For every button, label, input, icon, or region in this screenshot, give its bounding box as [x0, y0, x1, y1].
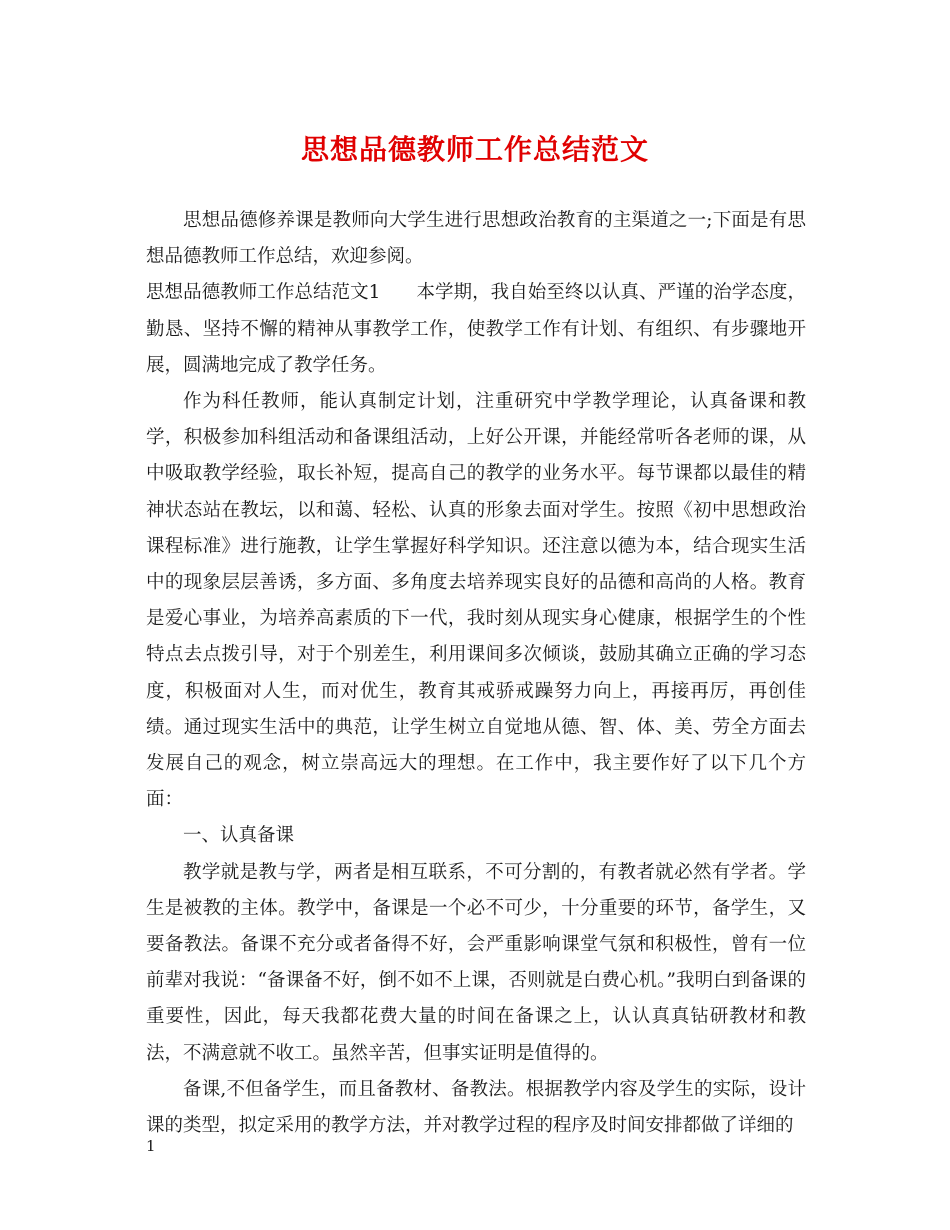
body-paragraph-3: 教学就是教与学，两者是相互联系，不可分割的，有教者就必然有学者。学生是被教的主体。教学中，备课是一个必不可少，十分重要的环节，备学生，又要备教法。备课不充分或者备得不好，会严重影响课堂气氛和积极性，曾有一位前辈对我说：“备课备不好，倒不如不上课，否则就是白费心机。”我明白到备课的重要性，因此，每天我都花费大量的时间在备课之上，认认真真钻研教材和教法，不满意就不收工。虽然辛苦，但事实证明是值得的。: [146, 861, 806, 1064]
section-heading: 思想品德教师工作总结范文1: [146, 282, 381, 304]
document-body: [146, 203, 806, 1144]
body-paragraph-4: 备课,不但备学生，而且备教材、备教法。根据教学内容及学生的实际，设计课的类型，拟定采用的教学方法，并对教学过程的程序及时间安排都做了详细的: [146, 1078, 806, 1137]
body-paragraph-2: 作为科任教师，能认真制定计划，注重研究中学教学理论，认真备课和教学，积极参加科组活动和备课组活动，上好公开课，并能经常听各老师的课，从中吸取教学经验，取长补短，提高自己的教学的业务水平。每节课都以最佳的精神状态站在教坛，以和蔼、轻松、认真的形象去面对学生。按照《初中思想政治课程标准》进行施教，让学生掌握好科学知识。还注意以德为本，结合现实生活中的现象层层善诱，多方面、多角度去培养现实良好的品德和高尚的人格。教育是爱心事业，为培养高素质的下一代，我时刻从现实身心健康，根据学生的个性特点去点拨引导，对于个别差生，利用课间多次倾谈，鼓励其确立正确的学习态度，积极面对人生，而对优生，教育其戒骄戒躁努力向上，再接再厉，再创佳绩。通过现实生活中的典范，让学生树立自觉地从德、智、体、美、劳全方面去发展自己的观念，树立崇高远大的理想。在工作中，我主要作好了以下几个方面：: [146, 391, 806, 811]
document-title: 思想品德教师工作总结范文: [300, 133, 649, 166]
intro-paragraph: 思想品德修养课是教师向大学生进行思想政治教育的主渠道之一;下面是有思想品德教师工作总结，欢迎参阅。: [146, 210, 806, 268]
section-paragraph: [146, 275, 806, 384]
page-number: 1: [146, 1137, 156, 1155]
section-text: 本学期，我自始至终以认真、严谨的治学态度，勤恳、坚持不懈的精神从事教学工作，使教学工作有计划、有组织、有步骤地开展，圆满地完成了教学任务。: [146, 282, 806, 376]
subheading-prepare-lessons: 一、认真备课: [183, 825, 295, 847]
